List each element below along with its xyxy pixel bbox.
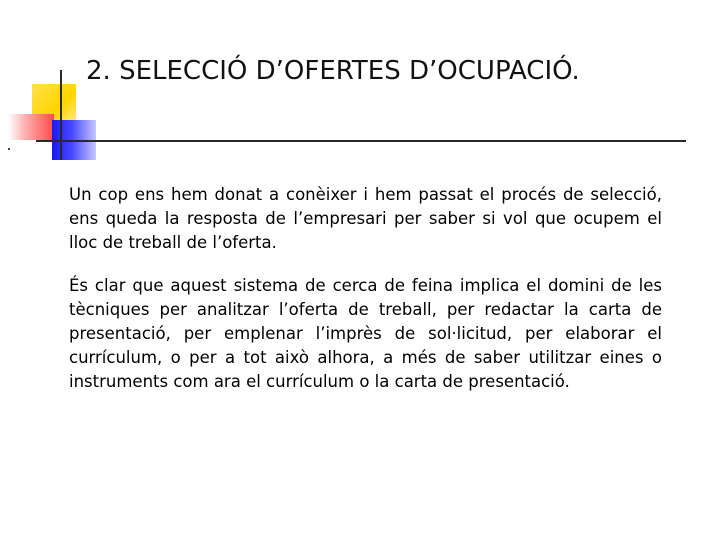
body-paragraph-1: Un cop ens hem donat a conèixer i hem passat el procés de selecció, ens queda la resposta de l’empresari per saber si vol que ocupem el lloc de treball de l’oferta. xyxy=(69,185,662,252)
body-paragraph-2: És clar que aquest sistema de cerca de feina implica el domini de les tècniques per analitzar l’oferta de treball, per redactar la carta de presentació, per emplenar l’imprès de sol·licitud, per elaborar el currículum, o per a tot això alhora, a més de saber utilitzar eines o instruments com ara el currículum o la carta de presentació. xyxy=(69,276,662,391)
logo-red-gradient-bar xyxy=(8,114,54,140)
title-underline-rule xyxy=(36,140,686,142)
logo-dot xyxy=(8,148,10,150)
logo-vertical-rule xyxy=(60,70,62,160)
slide-body xyxy=(69,183,662,413)
slide-title: 2. SELECCIÓ D’OFERTES D’OCUPACIÓ. xyxy=(86,56,580,86)
